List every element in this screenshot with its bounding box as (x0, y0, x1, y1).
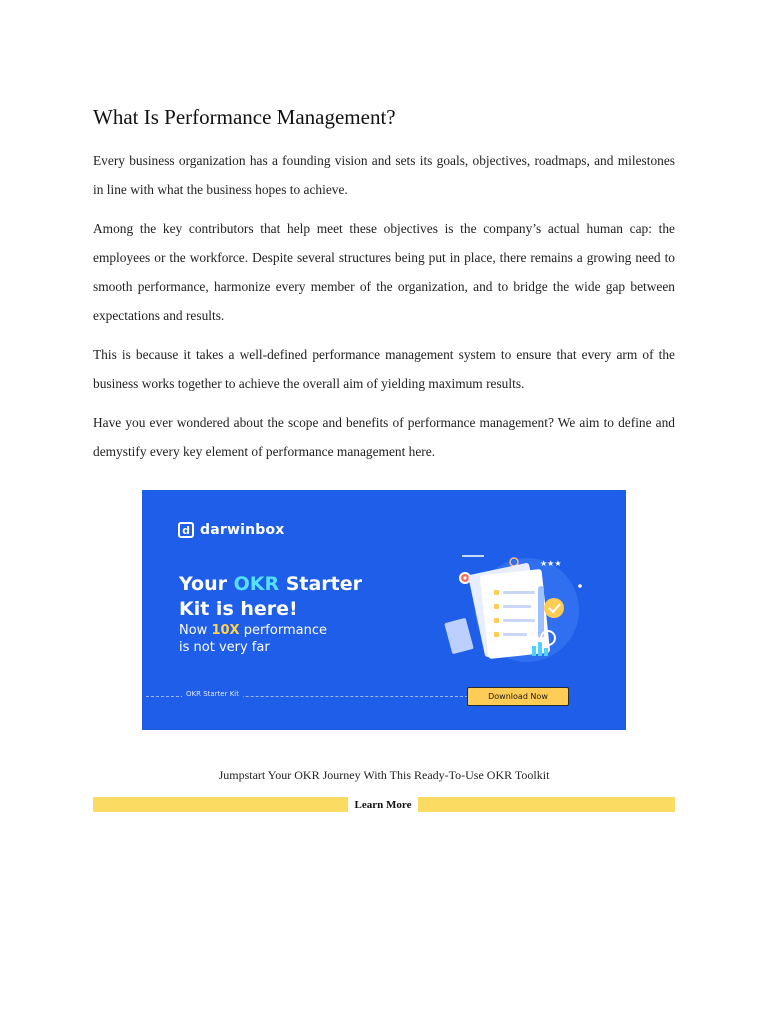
paragraph-intro: Every business organization has a founding vision and sets its goals, objectives, roadmaps, and milestones in line with what the business hopes to achieve. (93, 153, 675, 197)
sub-line2: is not very far (179, 640, 270, 655)
headline-part2: Starter (279, 573, 363, 595)
paragraph-contributors: Among the key contributors that help meet these objectives is the company’s actual human cap: the employees or the workforce. Despite several structures being put in place, there remains a growing need to smooth performance, harmonize every member of the organization, and to bridge the wide gap between expectations and results. (93, 221, 675, 323)
paragraph-scope: Have you ever wondered about the scope and benefits of performance management? We aim to define and demystify every key element of performance management here. (93, 415, 675, 459)
kit-label: OKR Starter Kit (182, 690, 243, 698)
article-title: What Is Performance Management? (93, 105, 396, 129)
paragraph-system: This is because it takes a well-defined performance management system to ensure that every arm of the business works together to achieve the overall aim of yielding maximum results. (93, 347, 675, 391)
headline-part1: Your (179, 573, 234, 595)
headline-line2: Kit is here! (179, 598, 298, 620)
sub-part2: performance (239, 623, 327, 638)
cta-caption: Jumpstart Your OKR Journey With This Ready-To-Use OKR Toolkit (218, 768, 550, 782)
learn-more-link[interactable]: Learn More (348, 797, 418, 812)
sub-part1: Now (179, 623, 212, 638)
svg-text:★★★: ★★★ (540, 559, 562, 568)
headline-highlight: OKR (233, 573, 280, 595)
okr-checklist-illustration-icon (432, 548, 592, 678)
banner-headline (179, 572, 362, 622)
okr-starter-kit-banner[interactable] (142, 490, 626, 730)
brand-name: darwinbox (200, 522, 285, 538)
darwinbox-logo (178, 522, 285, 538)
sub-highlight: 10X (211, 623, 240, 638)
download-now-button[interactable]: Download Now (467, 687, 569, 706)
darwinbox-logo-icon: d (178, 522, 194, 538)
banner-subtext (179, 622, 327, 656)
